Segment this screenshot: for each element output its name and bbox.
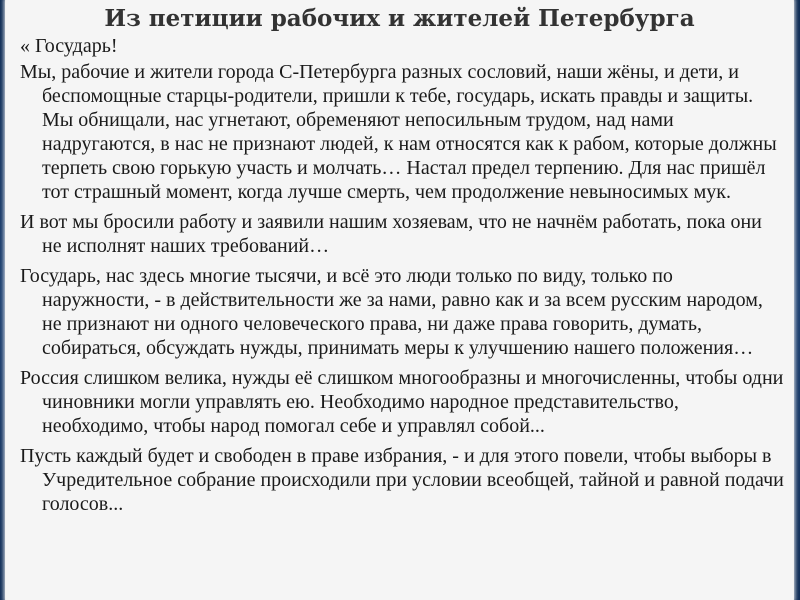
petition-text	[6, 34, 793, 516]
slide	[6, 0, 793, 600]
slide-title: Из петиции рабочих и жителей Петербурга	[104, 5, 695, 32]
paragraph-4: Россия слишком велика, нужды её слишком многообразны и многочисленны, чтобы одни чиновники могли управлять ею. Необходимо народное представительство, необходимо, чтобы народ помогал себе и управлял собой...	[20, 367, 784, 437]
paragraph-1: Мы, рабочие и жители города С-Петербурга разных сословий, наши жёны, и дети, и беспомощные старцы-родители, пришли к тебе, государь, искать правды и защиты. Мы обнищали, нас угнетают, обременяют непосильным трудом, над нами надругаются, в нас не признают людей, к нам относятся как к рабом, которые должны терпеть свою горькую участь и молчать… Настал предел терпению. Для нас пришёл тот страшный момент, когда лучше смерть, чем продолжение невыносимых мук.	[20, 61, 777, 203]
paragraph-2: И вот мы бросили работу и заявили нашим хозяевам, что не начнём работать, пока они не исполнят наших требований…	[20, 211, 762, 257]
paragraph-5: Пусть каждый будет и свободен в праве избрания, - и для этого повели, чтобы выборы в Учредительное собрание происходили при условии всеобщей, тайной и равной подачи голосов...	[20, 445, 784, 515]
paragraph-3: Государь, нас здесь многие тысячи, и всё это люди только по виду, только по наружности, - в действительности же за нами, равно как и за всем русским народом, не признают ни одного человеческого права, ни даже права говорить, думать, собираться, обсуждать нужды, принимать меры к улучшению нашего положения…	[20, 265, 763, 359]
paragraph-greeting: « Государь!	[20, 35, 118, 57]
